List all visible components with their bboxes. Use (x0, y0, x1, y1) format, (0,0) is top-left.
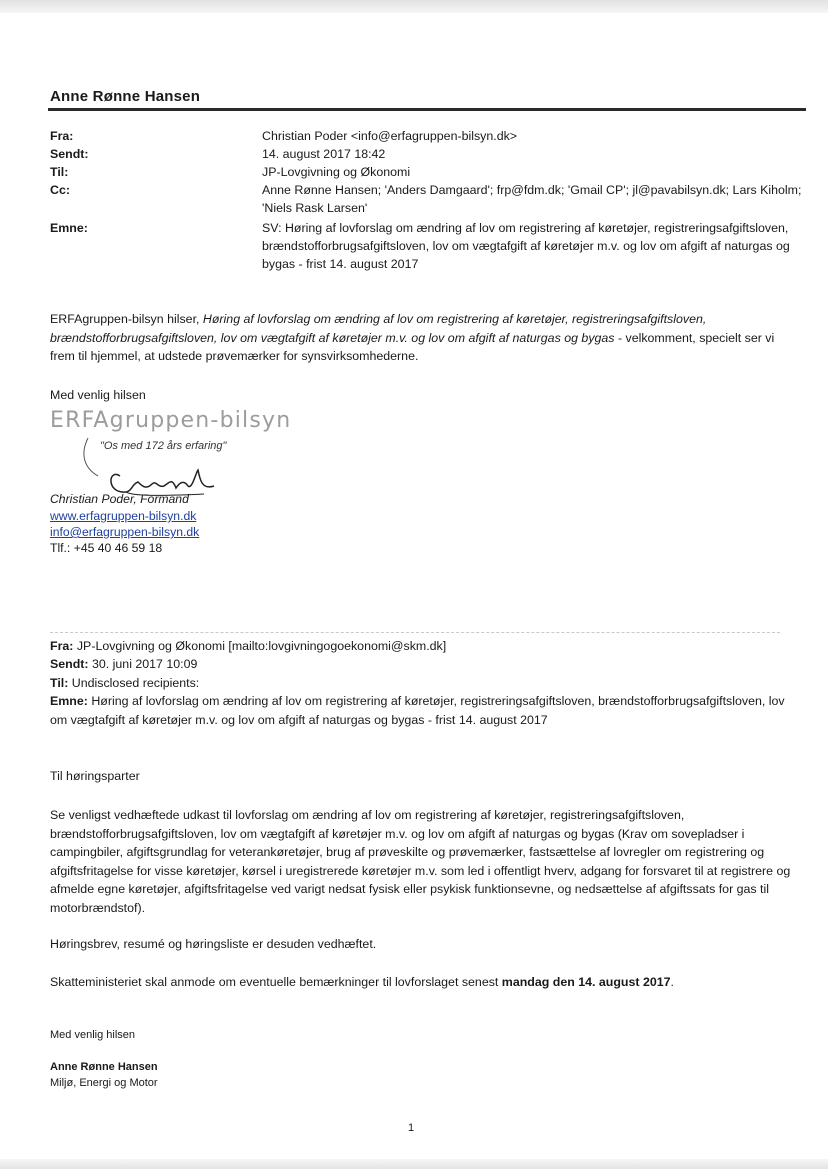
fw-closing: Med venlig hilsen (50, 1029, 135, 1041)
signature-website-link[interactable]: www.erfagruppen-bilsyn.dk (50, 509, 197, 523)
company-logo-text: ERFAgruppen-bilsyn (50, 408, 292, 433)
reply-greeting: Med venlig hilsen (50, 388, 146, 402)
header-rule (48, 108, 806, 111)
fw-body-paragraph: Se venligst vedhæftede udkast til lovforslag om ændring af lov om registrering af køretøjer, registreringsafgiftsloven, brændstofforbrugsafgiftsloven, lov om vægtafgift af køretøjer m.v. og lov om afgift af naturgas og bygas (Krav om sovepladser i campingbiler, afgiftsgrundlag for veterankøretøjer, brug af prøveskilte og prøvemærker, fastsættelse af lovregler om registrering og afgiftsfritagelse for visse køretøjer, kørsel i uregistrerede køretøjer m.v. som led i offentligt hverv, adgang for forsvaret til at registrere og afmelde egne køretøjer, afgiftsfritagelse ved varigt nedsat fysisk eller psykisk funktionsevne, og nedsættelse af afgiftssats for gas til motorbrændstof). (50, 808, 791, 915)
header-label-subject: Emne: (50, 221, 88, 235)
fw-header-to (50, 674, 795, 693)
fw-value-from: JP-Lovgivning og Økonomi [mailto:lovgivningogoekonomi@skm.dk] (73, 639, 447, 653)
reply-body-paragraph (50, 310, 795, 366)
fw-value-sent: 30. juni 2017 10:09 (88, 657, 198, 671)
fw-header-sent (50, 655, 795, 674)
fw-closing-department: Miljø, Energi og Motor (50, 1077, 158, 1089)
reply-intro-suffix: - velkomment, specielt ser vi frem til hjemmel, at udstede prøvemærker for synsvirksomhederne. (50, 330, 775, 363)
header-value-cc: Anne Rønne Hansen; 'Anders Damgaard'; frp@fdm.dk; 'Gmail CP'; jl@pavabilsyn.dk; Lars Kiholm; 'Niels Rask Larsen' (262, 183, 802, 215)
fw-deadline-date: mandag den 14. august 2017 (501, 975, 671, 989)
fw-deadline-suffix: . (670, 975, 674, 989)
header-value-from: Christian Poder <info@erfagruppen-bilsyn.dk> (262, 129, 518, 143)
fw-label-from: Fra: (50, 639, 74, 653)
fw-attachments-note: Høringsbrev, resumé og høringsliste er desuden vedhæftet. (50, 937, 377, 951)
fw-deadline (50, 973, 795, 992)
header-label-sent: Sendt: (50, 147, 89, 161)
fw-value-to: Undisclosed recipients: (68, 676, 200, 690)
signature-phone: Tlf.: +45 40 46 59 18 (50, 541, 163, 555)
header-value-sent: 14. august 2017 18:42 (262, 147, 386, 161)
fw-label-subject: Emne: (50, 694, 88, 708)
fw-header-from (50, 637, 795, 656)
header-value-to: JP-Lovgivning og Økonomi (262, 165, 411, 179)
fw-salutation: Til høringsparter (50, 769, 140, 783)
page-number: 1 (408, 1122, 415, 1134)
scan-top-edge (0, 0, 828, 13)
fw-label-to: Til: (50, 676, 69, 690)
fw-closing-name: Anne Rønne Hansen (50, 1061, 158, 1073)
signature-name-title: Christian Poder, Formand (50, 492, 189, 506)
header-label-from: Fra: (50, 129, 74, 143)
header-label-cc: Cc: (50, 183, 70, 197)
forward-divider (50, 632, 780, 633)
reply-intro-prefix: ERFAgruppen-bilsyn hilser, (50, 312, 203, 326)
fw-deadline-prefix: Skatteministeriet skal anmode om eventuelle bemærkninger til lovforslaget senest (50, 975, 502, 989)
scan-bottom-edge (0, 1159, 828, 1169)
fw-value-subject: Høring af lovforslag om ændring af lov om registrering af køretøjer, registreringsafgiftsloven, brændstofforbrugsafgiftsloven, lov om vægtafgift af køretøjer m.v. og lov om afgift af naturgas og bygas - frist 14. august 2017 (50, 694, 785, 727)
signature-email-link[interactable]: info@erfagruppen-bilsyn.dk (50, 525, 200, 539)
company-motto: "Os med 172 års erfaring" (100, 440, 227, 452)
fw-label-sent: Sendt: (50, 657, 89, 671)
header-label-to: Til: (50, 165, 69, 179)
header-value-subject: SV: Høring af lovforslag om ændring af lov om registrering af køretøjer, registreringsafgiftsloven, brændstofforbrugsafgiftsloven, lov om vægtafgift af køretøjer m.v. og lov om afgift af naturgas og bygas - frist 14. august 2017 (262, 221, 790, 271)
fw-header-subject (50, 692, 795, 729)
mailbox-owner-name: Anne Rønne Hansen (50, 88, 201, 105)
reply-intro-subject: Høring af lovforslag om ændring af lov om registrering af køretøjer, registreringsafgiftsloven, brændstofforbrugsafgiftsloven, lov om vægtafgift af køretøjer m.v. og lov om afgift af naturgas og bygas (50, 312, 707, 345)
